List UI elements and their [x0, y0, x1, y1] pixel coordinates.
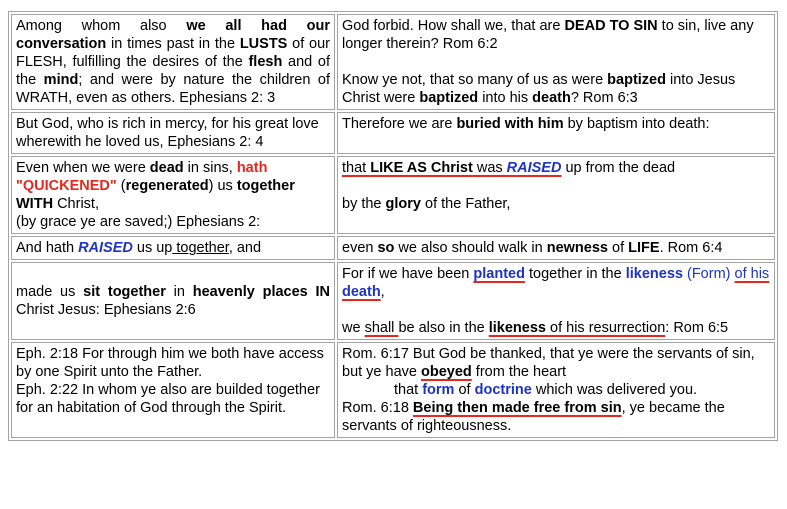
blue-text: (Form): [682, 266, 735, 282]
text: up from the dead: [561, 160, 676, 176]
paragraph: [342, 265, 770, 301]
text: Eph. 2:18 For through him we both have access by one Spirit unto the Father.: [16, 346, 324, 380]
table-row: [11, 236, 775, 260]
blue-italic-text: RAISED: [506, 160, 562, 176]
text: For if we have been: [342, 266, 474, 282]
text: that: [342, 160, 371, 176]
text: And hath: [16, 240, 79, 256]
spacer: [342, 177, 770, 195]
table-row: [11, 262, 775, 340]
text: us up: [132, 240, 173, 256]
table-row: [11, 112, 775, 154]
text: God forbid. How shall we, that are: [342, 18, 565, 34]
text: we: [342, 320, 365, 336]
underlined-text: together: [172, 240, 229, 256]
bold-text: regenerated: [125, 178, 209, 194]
blue-italic-text: RAISED: [78, 240, 133, 256]
blue-bold-text: doctrine: [474, 382, 532, 398]
text: Among whom also: [16, 18, 187, 34]
text: into his: [478, 90, 533, 106]
bold-text: mind: [43, 72, 79, 88]
blue-text: of his: [734, 266, 770, 282]
paragraph: [342, 195, 770, 213]
text: , and: [228, 240, 262, 256]
text: from the heart: [471, 364, 567, 380]
bold-text: newness: [546, 240, 608, 256]
bold-text: LIKE AS Christ: [370, 160, 473, 176]
text: we also should walk in: [394, 240, 547, 256]
bold-text: DEAD TO SIN: [564, 18, 658, 34]
paragraph: [342, 17, 770, 53]
text: made us: [16, 284, 84, 300]
bold-text: dead: [149, 160, 184, 176]
text: of: [454, 382, 475, 398]
bold-text: death: [532, 90, 571, 106]
paragraph: [342, 71, 770, 107]
text: of our FLESH, fulfilling the desires of the: [16, 36, 331, 70]
text: ; and were by nature the children of WRATH, even as others. Ephesians 2: 3: [16, 72, 330, 106]
cell-ephesians-2-4: [11, 112, 335, 154]
bold-text: LUSTS: [239, 36, 288, 52]
table-row: [11, 342, 775, 438]
cell-ephesians-2-5: [11, 156, 335, 234]
blue-bold-text: death: [342, 284, 381, 300]
bold-text: heavenly places IN: [192, 284, 331, 300]
spacer: [342, 53, 770, 71]
bold-text: buried with him: [456, 116, 564, 132]
text: of the Father,: [420, 196, 511, 212]
bold-text: Being then made free from sin: [412, 400, 622, 416]
text: that: [394, 382, 423, 398]
cell-romans-6-4: [337, 236, 775, 260]
table-row: [11, 14, 775, 110]
text: was: [472, 160, 507, 176]
bold-text: baptized: [419, 90, 479, 106]
cell-ephesians-2-6: [11, 262, 335, 340]
text: (: [116, 178, 126, 194]
text: in sins,: [183, 160, 237, 176]
text: into Jesus Christ were: [342, 72, 736, 106]
text: which was delivered you.: [531, 382, 698, 398]
blue-bold-text: form: [422, 382, 455, 398]
text: Eph. 2:22 In whom ye also are builded together for an habitation of God through the Spirit.: [16, 382, 320, 416]
text: and of the: [16, 54, 330, 88]
red-highlight: hath "QUICKENED": [16, 160, 268, 194]
text: Know ye not, that so many of us as were: [342, 72, 608, 88]
text: even: [342, 240, 378, 256]
scripture-comparison-table: [8, 11, 778, 441]
bold-text: likeness: [488, 320, 546, 336]
cell-romans-buried: [337, 112, 775, 154]
cell-ephesians-2-3: [11, 14, 335, 110]
text: ? Rom 6:3: [570, 90, 638, 106]
table-row: [11, 156, 775, 234]
text: be also in the: [398, 320, 489, 336]
text: ) us: [208, 178, 237, 194]
text: in: [165, 284, 193, 300]
bold-text: together WITH: [16, 178, 295, 212]
bold-text: obeyed: [421, 364, 472, 380]
text: Even when we were: [16, 160, 150, 176]
text: , ye became the servants of righteousness.: [342, 400, 725, 434]
cell-romans-6-2-3: [337, 14, 775, 110]
text: Christ Jesus: Ephesians 2:6: [16, 302, 196, 318]
bold-text: sit together: [83, 284, 166, 300]
text: in times past in the: [106, 36, 240, 52]
bold-text: baptized: [607, 72, 666, 88]
text: . Rom 6:4: [659, 240, 723, 256]
text: Therefore we are: [342, 116, 457, 132]
text: by baptism into death:: [563, 116, 710, 132]
spacer: [342, 301, 770, 319]
text: Christ,: [53, 196, 99, 212]
text: (by grace ye are saved;) Ephesians 2:: [16, 214, 261, 230]
text: of: [607, 240, 629, 256]
blue-bold-text: planted: [473, 266, 525, 282]
bold-text: glory: [385, 196, 421, 212]
cell-romans-6-17-18: [337, 342, 775, 438]
cell-ephesians-2-18-22: [11, 342, 335, 438]
paragraph: [342, 159, 770, 177]
text: Rom. 6:17 But God be thanked, that ye were the servants of sin, but ye have: [342, 346, 755, 380]
bold-text: so: [377, 240, 395, 256]
underlined-text: shall: [364, 320, 399, 336]
text: to sin, live any longer therein? Rom 6:2: [342, 18, 754, 52]
cell-romans-raised: [337, 156, 775, 234]
text: : Rom 6:5: [665, 320, 729, 336]
text: Rom. 6:18: [342, 400, 413, 416]
bold-text: LIFE: [628, 240, 660, 256]
blue-bold-text: likeness: [625, 266, 683, 282]
text: by the: [342, 196, 386, 212]
bold-text: we all had our conversation: [16, 18, 330, 52]
text: together in the: [524, 266, 626, 282]
cell-raised-us: [11, 236, 335, 260]
text: of his resurrection: [545, 320, 666, 336]
text: ,: [380, 284, 385, 300]
paragraph: [342, 319, 770, 337]
text: But God, who is rich in mercy, for his great love wherewith he loved us, Ephesians 2: 4: [16, 116, 319, 150]
cell-romans-6-5: [337, 262, 775, 340]
bold-text: flesh: [248, 54, 283, 70]
